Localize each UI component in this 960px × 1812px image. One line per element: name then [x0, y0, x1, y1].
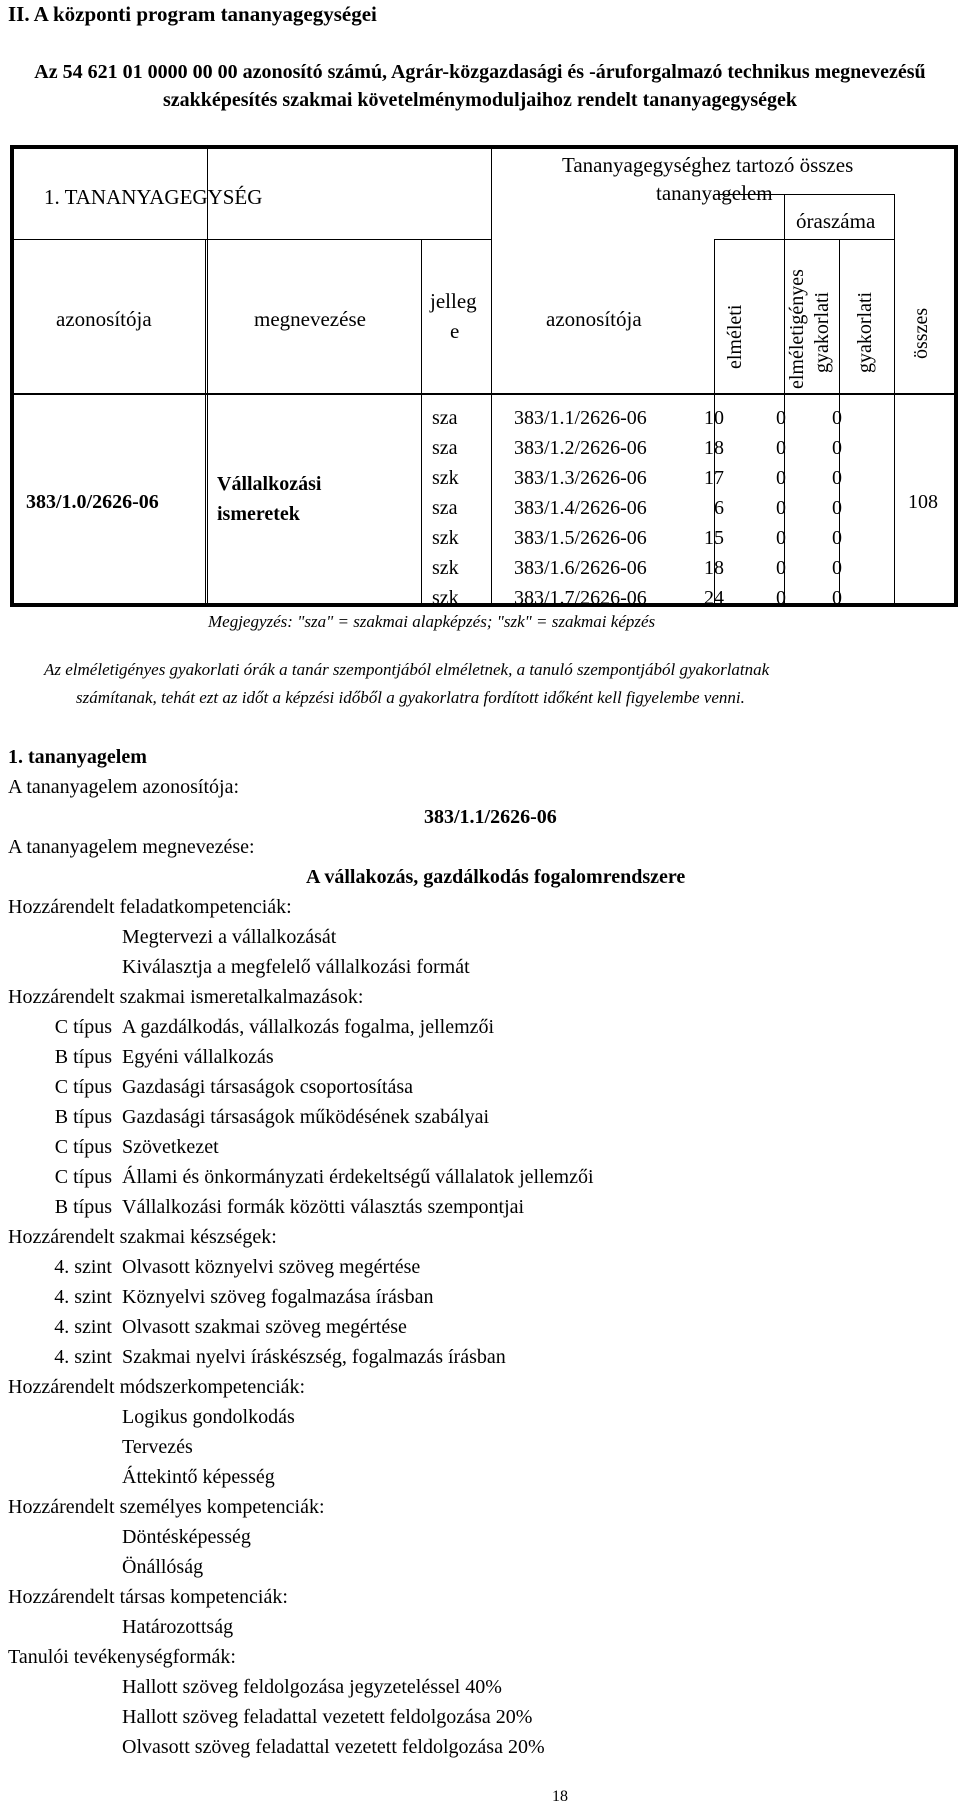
skill-item-prefix: 4. szint — [54, 1346, 112, 1368]
element-id-value: 383/1.1/2626-06 — [424, 806, 557, 828]
row-theory-practice-hours: 0 — [776, 587, 786, 609]
header-theory-practice-1: elméletigényes — [786, 269, 808, 389]
header-theory-practice-2: gyakorlati — [811, 291, 833, 373]
task-item: Megtervezi a vállalkozását — [122, 926, 337, 948]
row-theory-hours: 17 — [704, 467, 724, 489]
skill-item-prefix: 4. szint — [54, 1286, 112, 1308]
page-number: 18 — [552, 1788, 568, 1805]
row-type: sza — [432, 497, 458, 519]
row-practice-hours: 0 — [832, 497, 842, 519]
unit-name-1: Vállalkozási — [217, 473, 322, 495]
header-theory: elméleti — [724, 304, 746, 369]
personal-competencies-label: Hozzárendelt személyes kompetenciák: — [8, 1496, 325, 1518]
task-item: Kiválasztja a megfelelő vállalkozási formát — [122, 956, 470, 978]
knowledge-item-prefix: C típus — [54, 1136, 112, 1158]
skill-item-text: Olvasott köznyelvi szöveg megértése — [122, 1256, 421, 1278]
header-unit-id: azonosítója — [56, 307, 152, 331]
header-practice: gyakorlati — [854, 291, 876, 373]
element-id-label: A tananyagelem azonosítója: — [8, 776, 240, 798]
social-competencies-label: Hozzárendelt társas kompetenciák: — [8, 1586, 288, 1608]
personal-item: Önállóság — [122, 1556, 204, 1578]
row-theory-hours: 18 — [704, 437, 724, 459]
row-theory-hours: 15 — [704, 527, 724, 549]
legend-note: Megjegyzés: "sza" = szakmai alapképzés; "szk" = szakmai képzés — [208, 612, 656, 631]
knowledge-label: Hozzárendelt szakmai ismeretalkalmazások: — [8, 986, 364, 1008]
row-type: szk — [432, 557, 459, 579]
col-divider — [207, 149, 208, 603]
header-type-2: e — [450, 319, 460, 343]
row-practice-hours: 0 — [832, 587, 842, 609]
skill-item-text: Szakmai nyelvi íráskészség, fogalmazás írásban — [122, 1346, 506, 1368]
element-heading: 1. tananyagelem — [8, 746, 147, 768]
header-group-2: tananyagelem — [656, 181, 773, 205]
knowledge-item-prefix: C típus — [54, 1166, 112, 1188]
section-title: II. A központi program tananyagegységei — [8, 2, 377, 26]
row-type: szk — [432, 527, 459, 549]
header-hours: óraszáma — [796, 209, 876, 233]
knowledge-item-text: A gazdálkodás, vállalkozás fogalma, jellemzői — [122, 1016, 495, 1038]
skill-item-prefix: 4. szint — [54, 1256, 112, 1278]
document-subtitle: Az 54 621 01 0000 00 00 azonosító számú, Agrár-közgazdasági és -áruforgalmazó technikus megnevezésű szakképesítés szakmai követelménymoduljaihoz rendelt tananyagegységek — [34, 61, 926, 111]
header-group-1: Tananyagegységhez tartozó összes — [562, 153, 854, 177]
note-line-1: Az elméletigényes gyakorlati órák a tanár szempontjából elméletnek, a tanuló szempontjából gyakorlatnak — [44, 660, 770, 679]
row-theory-hours: 18 — [704, 557, 724, 579]
col-divider — [205, 239, 206, 603]
element-name-label: A tananyagelem megnevezése: — [8, 836, 255, 858]
row-theory-practice-hours: 0 — [776, 497, 786, 519]
skill-item-prefix: 4. szint — [54, 1316, 112, 1338]
header-total: összes — [910, 307, 932, 359]
method-item: Tervezés — [122, 1436, 193, 1458]
skill-item-text: Köznyelvi szöveg fogalmazása írásban — [122, 1286, 434, 1308]
knowledge-item-prefix: B típus — [54, 1106, 112, 1128]
task-competencies-label: Hozzárendelt feladatkompetenciák: — [8, 896, 292, 918]
element-name-value: A vállakozás, gazdálkodás fogalomrendszere — [306, 866, 686, 888]
activities-label: Tanulói tevékenységformák: — [8, 1646, 236, 1668]
header-unit-name: megnevezése — [254, 307, 366, 331]
row-practice-hours: 0 — [832, 437, 842, 459]
row-theory-hours: 6 — [714, 497, 724, 519]
knowledge-item-text: Gazdasági társaságok csoportosítása — [122, 1076, 414, 1098]
row-theory-practice-hours: 0 — [776, 557, 786, 579]
knowledge-item-text: Egyéni vállalkozás — [122, 1046, 274, 1068]
activity-item: Olvasott szöveg feladattal vezetett feldolgozása 20% — [122, 1736, 545, 1758]
note-line-2: számítanak, tehát ezt az időt a képzési időből a gyakorlatra fordított időként kell figyelembe venni. — [76, 688, 745, 707]
col-divider — [894, 194, 895, 603]
unit-title: 1. TANANYAGEGYSÉG — [44, 185, 263, 209]
personal-item: Döntésképesség — [122, 1526, 251, 1548]
curriculum-table — [10, 145, 958, 607]
col-divider — [421, 239, 422, 603]
knowledge-item-prefix: C típus — [54, 1076, 112, 1098]
row-theory-hours: 10 — [704, 407, 724, 429]
col-divider — [491, 149, 492, 603]
header-element-id: azonosítója — [546, 307, 642, 331]
row-element-id: 383/1.5/2626-06 — [514, 527, 647, 549]
knowledge-item-text: Állami és önkormányzati érdekeltségű vállalatok jellemzői — [122, 1166, 594, 1188]
row-theory-practice-hours: 0 — [776, 437, 786, 459]
knowledge-item-prefix: B típus — [54, 1196, 112, 1218]
total-hours: 108 — [908, 491, 938, 513]
row-theory-practice-hours: 0 — [776, 407, 786, 429]
row-practice-hours: 0 — [832, 557, 842, 579]
method-item: Áttekintő képesség — [122, 1466, 275, 1488]
activity-item: Hallott szöveg feladattal vezetett feldolgozása 20% — [122, 1706, 533, 1728]
row-practice-hours: 0 — [832, 527, 842, 549]
row-theory-hours: 24 — [704, 587, 724, 609]
header-separator — [14, 393, 954, 395]
unit-name-2: ismeretek — [217, 503, 300, 525]
knowledge-item-text: Vállalkozási formák közötti választás szempontjai — [122, 1196, 525, 1218]
activity-item: Hallott szöveg feldolgozása jegyzeteléssel 40% — [122, 1676, 502, 1698]
row-element-id: 383/1.6/2626-06 — [514, 557, 647, 579]
row-practice-hours: 0 — [832, 407, 842, 429]
row-element-id: 383/1.7/2626-06 — [514, 587, 647, 609]
skills-label: Hozzárendelt szakmai készségek: — [8, 1226, 277, 1248]
row-divider — [714, 239, 894, 240]
row-type: sza — [432, 407, 458, 429]
header-type-1: jelleg — [430, 289, 477, 313]
row-element-id: 383/1.3/2626-06 — [514, 467, 647, 489]
row-type: sza — [432, 437, 458, 459]
knowledge-item-text: Gazdasági társaságok működésének szabályai — [122, 1106, 490, 1128]
row-theory-practice-hours: 0 — [776, 527, 786, 549]
row-divider — [14, 239, 491, 240]
row-element-id: 383/1.4/2626-06 — [514, 497, 647, 519]
social-item: Határozottság — [122, 1616, 234, 1638]
row-theory-practice-hours: 0 — [776, 467, 786, 489]
row-practice-hours: 0 — [832, 467, 842, 489]
skill-item-text: Olvasott szakmai szöveg megértése — [122, 1316, 407, 1338]
knowledge-item-text: Szövetkezet — [122, 1136, 219, 1158]
row-element-id: 383/1.1/2626-06 — [514, 407, 647, 429]
unit-id: 383/1.0/2626-06 — [26, 491, 159, 513]
knowledge-item-prefix: B típus — [54, 1046, 112, 1068]
row-type: szk — [432, 587, 459, 609]
method-competencies-label: Hozzárendelt módszerkompetenciák: — [8, 1376, 306, 1398]
row-type: szk — [432, 467, 459, 489]
method-item: Logikus gondolkodás — [122, 1406, 295, 1428]
row-element-id: 383/1.2/2626-06 — [514, 437, 647, 459]
knowledge-item-prefix: C típus — [54, 1016, 112, 1038]
